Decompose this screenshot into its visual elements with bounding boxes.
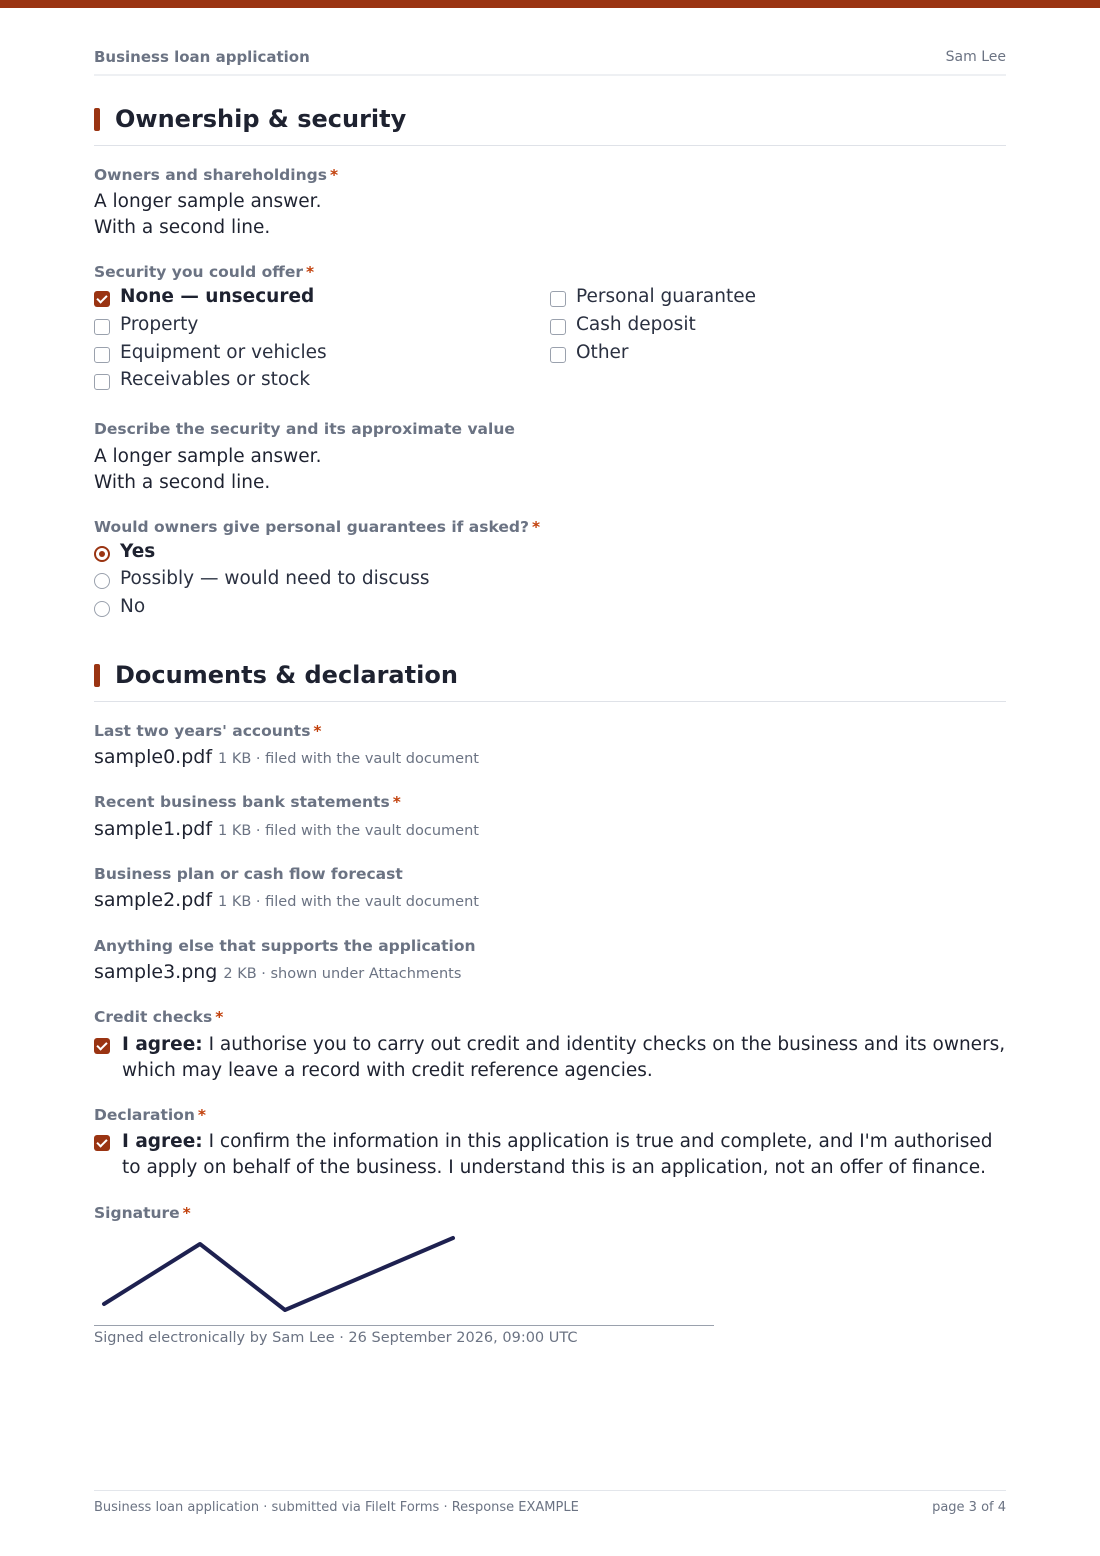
file-meta: 1 KB · filed with the vault document bbox=[218, 823, 479, 839]
form-page: Business loan application Sam Lee Ownership & security Owners and shareholdings * A longer sample answer. With a second line. Security you could offer * None — unsecured Property Equipment or vehicles Receivables or stock Personal guarantee Cash deposit Other Describe the security and its approximate value A longer sample answer. With a second line. Would owners give personal guarantees if asked? * Yes Possibly — would need to discuss No Documents & declaration Last two years' accounts * sample0.pdf 1 KB · filed with the vault document Recent business bank statements * sample1.pdf 1 KB · filed with the vault document Business plan or cash flow forecast sample2.pdf 1 KB · filed with the vault document Anything else that supports the application sample3.png 2 KB · shown under Attachments Credit checks * I agree: I authorise you to carry out credit and identity checks on the business and its owners, which may leave a record with credit reference agencies. Declaration * I agree: I confirm the information in this application is true and complete, and I'm authorised to apply on behalf of the business. I understand this is an application, not an offer of finance. Signature * Signed electronically by Sam Lee · 26 September 2026, 09:00 UTC Business loan application · submitted via FileIt Forms · Response EXAMPLE page 3 of 4 bbox=[94, 0, 1006, 1556]
file-name[interactable]: sample0.pdf bbox=[94, 746, 213, 768]
credit-checks-consent[interactable] bbox=[94, 1032, 1006, 1086]
required-marker: * bbox=[329, 166, 339, 184]
declaration-consent[interactable] bbox=[94, 1129, 1006, 1183]
required-marker: * bbox=[313, 722, 322, 740]
signature-box bbox=[94, 1228, 714, 1326]
consent-text: I confirm the information in this application is true and complete, and I'm authorised to apply on behalf of the business. I understand this is an application, not an offer of finance. bbox=[122, 1131, 993, 1178]
radio-icon[interactable] bbox=[94, 601, 110, 617]
agree-label: I agree: bbox=[122, 1034, 203, 1055]
checkbox-icon[interactable] bbox=[550, 347, 566, 363]
section-header-ownership bbox=[94, 105, 1006, 146]
required-marker: * bbox=[215, 1008, 224, 1026]
page-number: page 3 of 4 bbox=[932, 1500, 1006, 1515]
file-name[interactable]: sample3.png bbox=[94, 961, 218, 983]
field-label-declaration: Declaration * bbox=[94, 1106, 206, 1124]
user-name: Sam Lee bbox=[945, 49, 1006, 65]
required-marker: * bbox=[392, 793, 401, 811]
field-label-other-documents: Anything else that supports the application bbox=[94, 937, 476, 955]
required-marker: * bbox=[182, 1204, 191, 1222]
field-label-business-plan: Business plan or cash flow forecast bbox=[94, 865, 403, 883]
signature-drawing bbox=[94, 1228, 714, 1326]
checkbox-icon[interactable] bbox=[94, 374, 110, 390]
section-header-documents bbox=[94, 661, 1006, 702]
file-name[interactable]: sample2.pdf bbox=[94, 889, 213, 911]
section-title: Documents & declaration bbox=[115, 661, 458, 689]
checkbox-icon[interactable] bbox=[550, 319, 566, 335]
checkbox-icon[interactable] bbox=[94, 347, 110, 363]
file-meta: 1 KB · filed with the vault document bbox=[218, 751, 479, 767]
checkbox-icon[interactable] bbox=[94, 319, 110, 335]
answer-owners bbox=[94, 189, 321, 241]
form-title: Business loan application bbox=[94, 48, 310, 66]
field-label-security: Security you could offer * bbox=[94, 263, 315, 281]
consent-text: I authorise you to carry out credit and identity checks on the business and its owners, which may leave a record with credit reference agencies. bbox=[122, 1034, 1006, 1081]
field-label-accounts: Last two years' accounts * bbox=[94, 722, 322, 740]
field-label-describe-security: Describe the security and its approximate value bbox=[94, 420, 515, 438]
answer-describe-security bbox=[94, 444, 321, 496]
required-marker: * bbox=[531, 518, 541, 536]
checked-checkbox-icon[interactable] bbox=[94, 1135, 110, 1151]
file-meta: 2 KB · shown under Attachments bbox=[223, 966, 462, 982]
running-header bbox=[94, 48, 1006, 76]
page-footer bbox=[94, 1490, 1006, 1520]
section-title: Ownership & security bbox=[115, 105, 407, 133]
checked-checkbox-icon[interactable] bbox=[94, 291, 110, 307]
footer-left: Business loan application · submitted via FileIt Forms · Response EXAMPLE bbox=[94, 1500, 579, 1515]
file-meta: 1 KB · filed with the vault document bbox=[218, 894, 479, 910]
field-label-guarantees: Would owners give personal guarantees if asked? * bbox=[94, 518, 541, 536]
answer-line: With a second line. bbox=[94, 472, 271, 493]
file-entry-other-documents[interactable] bbox=[94, 961, 461, 983]
field-label-credit-checks: Credit checks * bbox=[94, 1008, 224, 1026]
file-entry-accounts[interactable] bbox=[94, 746, 479, 768]
field-label-owners: Owners and shareholdings * bbox=[94, 166, 339, 184]
answer-line: A longer sample answer. bbox=[94, 446, 322, 467]
file-entry-business-plan[interactable] bbox=[94, 889, 479, 911]
signature-caption: Signed electronically by Sam Lee · 26 September 2026, 09:00 UTC bbox=[94, 1330, 578, 1346]
section-accent-bar bbox=[94, 108, 100, 131]
section-accent-bar bbox=[94, 664, 100, 687]
required-marker: * bbox=[197, 1106, 206, 1124]
selected-radio-icon[interactable] bbox=[94, 546, 110, 562]
file-name[interactable]: sample1.pdf bbox=[94, 818, 213, 840]
field-label-bank-statements: Recent business bank statements * bbox=[94, 793, 401, 811]
file-entry-bank-statements[interactable] bbox=[94, 818, 479, 840]
field-label-signature: Signature * bbox=[94, 1204, 191, 1222]
agree-label: I agree: bbox=[122, 1131, 203, 1152]
required-marker: * bbox=[306, 263, 315, 281]
answer-line: With a second line. bbox=[94, 217, 271, 238]
checkbox-icon[interactable] bbox=[550, 291, 566, 307]
answer-line: A longer sample answer. bbox=[94, 191, 322, 212]
radio-icon[interactable] bbox=[94, 573, 110, 589]
checked-checkbox-icon[interactable] bbox=[94, 1038, 110, 1054]
